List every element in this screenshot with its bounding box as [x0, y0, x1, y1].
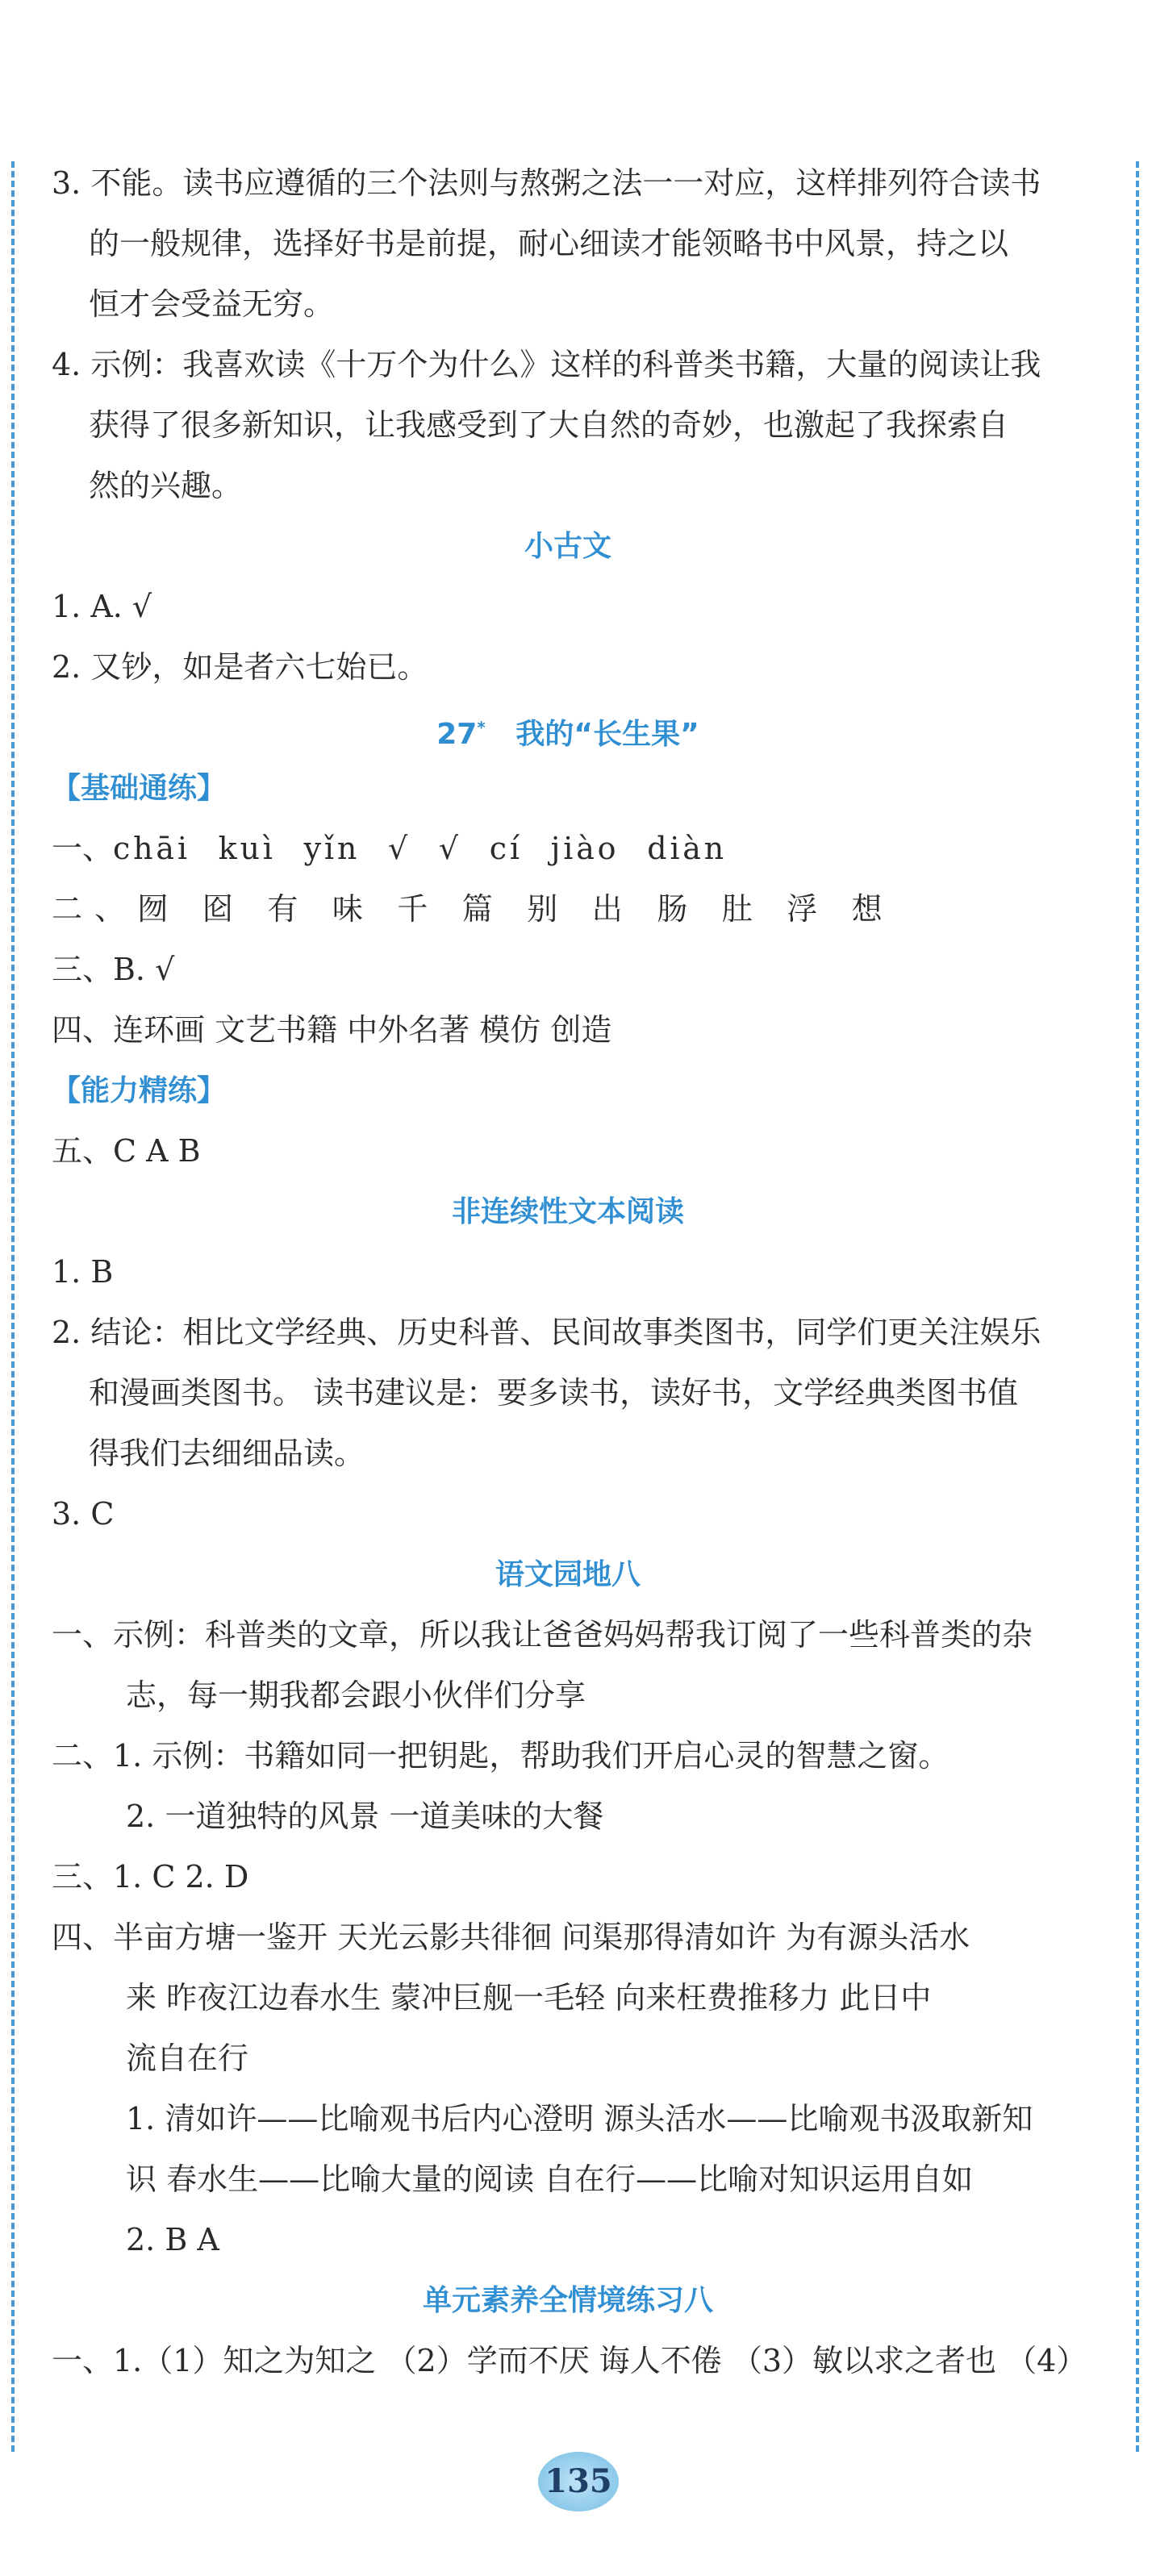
- text-line: 流自在行: [126, 2040, 249, 2076]
- section-title-nonlinear-reading: 非连续性文本阅读: [451, 1195, 684, 1228]
- right-dashed-border: [1136, 161, 1139, 2452]
- section-title-lesson-27: [52, 698, 1084, 758]
- item-prefix: 一、: [52, 831, 114, 866]
- text-line: 2. 又钞，如是者六七始已。: [52, 649, 428, 685]
- text-line: 2. 结论：相比文学经典、历史科普、民间故事类图书，同学们更关注娱乐: [52, 1315, 1041, 1350]
- subsection-title-ability: 【能力精练】: [52, 1074, 227, 1107]
- text-line: 二、1. 示例：书籍如同一把钥匙，帮助我们开启心灵的智慧之窗。: [52, 1738, 949, 1774]
- text-line: 然的兴趣。: [89, 468, 243, 503]
- subsection-title-basic: 【基础通练】: [52, 772, 227, 805]
- lesson-number: 27: [436, 718, 478, 751]
- text-line: 2. B A: [126, 2222, 219, 2257]
- text-line: 四、半亩方塘一鉴开 天光云影共徘徊 问渠那得清如许 为有源头活水: [52, 1919, 970, 1955]
- text-line: 一、示例：科普类的文章，所以我让爸爸妈妈帮我订阅了一些科普类的杂: [52, 1617, 1033, 1653]
- text-line: 的一般规律，选择好书是前提，耐心细读才能领略书中风景，持之以: [89, 226, 1009, 261]
- answer-content: [52, 153, 1087, 2391]
- text-line: 识 春水生——比喻大量的阅读 自在行——比喻对知识运用自如: [126, 2161, 974, 2197]
- section-title-yuwen-yuandi: 语文园地八: [495, 1558, 641, 1591]
- text-line: 得我们去细细品读。: [89, 1436, 365, 1471]
- text-line: 1. B: [52, 1254, 114, 1290]
- text-line: 一、1.（1）知之为知之 （2）学而不厌 诲人不倦 （3）敏以求之者也 （4）: [52, 2343, 1087, 2378]
- pinyin-answers: chāi kuì yǐn √ √ cí jiào diàn: [113, 831, 728, 866]
- text-line: 1. A. √: [52, 589, 152, 624]
- text-line: 1. 清如许——比喻观书后内心澄明 源头活水——比喻观书汲取新知: [126, 2101, 1033, 2136]
- text-line: 二、囫 囵 有 味 千 篇 别 出 肠 肚 浮 想: [52, 891, 895, 927]
- text-line: 恒才会受益无穷。: [89, 286, 335, 322]
- text-line: 4. 示例：我喜欢读《十万个为什么》这样的科普类书籍，大量的阅读让我: [52, 347, 1041, 382]
- lesson-star: *: [477, 718, 486, 737]
- text-line: 五、C A B: [52, 1133, 201, 1169]
- text-line: 四、连环画 文艺书籍 中外名著 模仿 创造: [52, 1012, 612, 1048]
- text-line: 获得了很多新知识，让我感受到了大自然的奇妙，也激起了我探索自: [89, 407, 1009, 443]
- page-number-badge: 135: [538, 2452, 619, 2511]
- left-dashed-border: [11, 161, 15, 2452]
- text-line: 三、1. C 2. D: [52, 1859, 249, 1894]
- lesson-title: 我的“长生果”: [515, 718, 699, 751]
- text-line: [52, 819, 1084, 879]
- section-title-unit-practice: 单元素养全情境练习八: [422, 2284, 713, 2317]
- text-line: 3. C: [52, 1496, 115, 1532]
- section-title-xiaoguwen: 小古文: [524, 530, 611, 563]
- text-line: 来 昨夜江边春水生 蒙冲巨舰一毛轻 向来枉费推移力 此日中: [126, 1980, 932, 2015]
- text-line: 2. 一道独特的风景 一道美味的大餐: [126, 1799, 604, 1834]
- text-line: 三、B. √: [52, 952, 175, 987]
- text-line: 志，每一期我都会跟小伙伴们分享: [126, 1678, 586, 1713]
- text-line: 3. 不能。读书应遵循的三个法则与熬粥之法一一对应，这样排列符合读书: [52, 165, 1041, 201]
- text-line: 和漫画类图书。 读书建议是：要多读书，读好书，文学经典类图书值: [89, 1375, 1019, 1411]
